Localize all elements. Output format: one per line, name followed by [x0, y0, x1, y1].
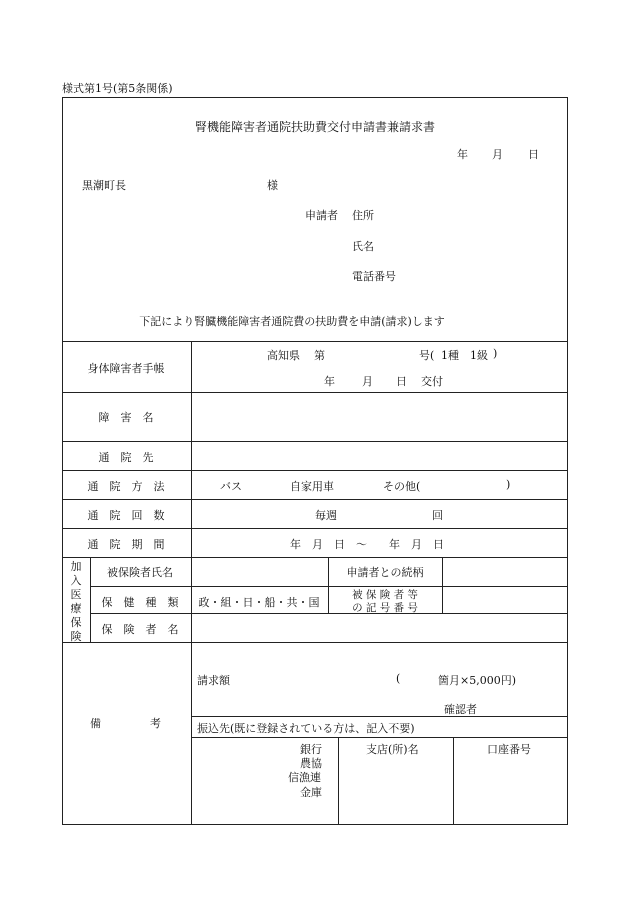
method-car[interactable]: 自家用車 [290, 480, 334, 493]
claim-formula-open: ( [396, 672, 401, 685]
handbook-close-paren: ) [493, 347, 498, 360]
method-other[interactable]: その他( [383, 480, 421, 493]
claim-amount-label: 請求額 [197, 674, 230, 687]
handbook-prefecture: 高知県 [267, 349, 300, 362]
form-reference: 様式第1号(第5条関係) [62, 82, 173, 95]
insured-number-label-1: 被 保 険 者 等 [352, 589, 418, 601]
count-label: 通 院 回 数 [87, 509, 165, 522]
divider [62, 528, 568, 529]
hospital-label: 通 院 先 [98, 451, 154, 464]
applicant-address-field[interactable]: 住所 [352, 209, 374, 222]
disability-label: 障 害 名 [98, 411, 154, 424]
date-month[interactable]: 月 [492, 148, 503, 161]
branch-label: 支店(所)名 [366, 743, 419, 756]
handbook-number-suffix[interactable]: 号( [419, 349, 435, 362]
divider [62, 499, 568, 500]
applicant-label: 申請者 [305, 209, 338, 222]
date-year[interactable]: 年 [457, 148, 468, 161]
remarks-label-left: 備 [90, 717, 101, 730]
column-line [90, 557, 91, 642]
period-label: 通 院 期 間 [87, 538, 165, 551]
divider [90, 613, 568, 614]
method-label: 通 院 方 法 [87, 480, 165, 493]
column-line [442, 557, 443, 613]
handbook-issue-year[interactable]: 年 [324, 375, 335, 388]
divider [62, 557, 568, 558]
count-weekly: 毎週 [315, 509, 337, 522]
bank-type-agri[interactable]: 農協 [300, 757, 322, 770]
insurance-type-options[interactable]: 政・組・日・船・共・国 [198, 596, 320, 609]
handbook-issue-month[interactable]: 月 [362, 375, 373, 388]
insurance-group-label: 加入医療保険 [70, 560, 82, 643]
account-label: 口座番号 [487, 743, 531, 756]
addressee-honorific: 様 [267, 179, 278, 192]
method-other-close: ) [506, 478, 511, 491]
date-day[interactable]: 日 [528, 148, 539, 161]
bank-type-shinkin[interactable]: 金庫 [300, 786, 322, 799]
divider [62, 392, 568, 393]
divider [62, 470, 568, 471]
divider [62, 441, 568, 442]
relation-label: 申請者との続柄 [346, 566, 424, 579]
column-line [191, 557, 192, 825]
confirmer-label: 確認者 [444, 703, 477, 716]
bank-type-bank[interactable]: 銀行 [300, 743, 322, 756]
divider [191, 737, 568, 738]
insured-name-label: 被保険者氏名 [107, 566, 173, 579]
column-line [328, 557, 329, 613]
handbook-dai: 第 [314, 349, 325, 362]
declaration-text: 下記により腎臓機能障害者通院費の扶助費を申請(請求)します [139, 315, 445, 328]
addressee-name: 黒潮町長 [82, 179, 126, 192]
bank-type-fish[interactable]: 信漁連 [288, 771, 321, 784]
count-times[interactable]: 回 [432, 509, 443, 522]
divider [62, 341, 568, 342]
applicant-name-field[interactable]: 氏名 [352, 240, 374, 253]
column-line [191, 341, 192, 557]
divider [90, 586, 568, 587]
handbook-issue-day[interactable]: 日 [396, 375, 407, 388]
divider [62, 642, 568, 643]
insured-number-label-2: の 記 号 番 号 [352, 602, 418, 614]
applicant-phone-field[interactable]: 電話番号 [352, 270, 396, 283]
divider [191, 716, 568, 717]
column-line [338, 737, 339, 825]
method-bus[interactable]: バス [220, 480, 242, 493]
period-range[interactable]: 年 月 日 ～ 年 月 日 [290, 538, 444, 551]
handbook-issued: 交付 [421, 375, 443, 388]
insurer-name-label: 保 険 者 名 [101, 623, 179, 636]
claim-formula: 箇月×5,000円) [438, 674, 516, 687]
form-title: 腎機能障害者通院扶助費交付申請書兼請求書 [194, 120, 436, 134]
handbook-grade: 1種 1級 [441, 349, 488, 362]
transfer-label: 振込先(既に登録されている方は、記入不要) [197, 722, 415, 735]
remarks-label-right: 考 [150, 717, 161, 730]
handbook-label: 身体障害者手帳 [87, 362, 165, 375]
column-line [453, 737, 454, 825]
insurance-type-label: 保 健 種 類 [101, 596, 179, 609]
